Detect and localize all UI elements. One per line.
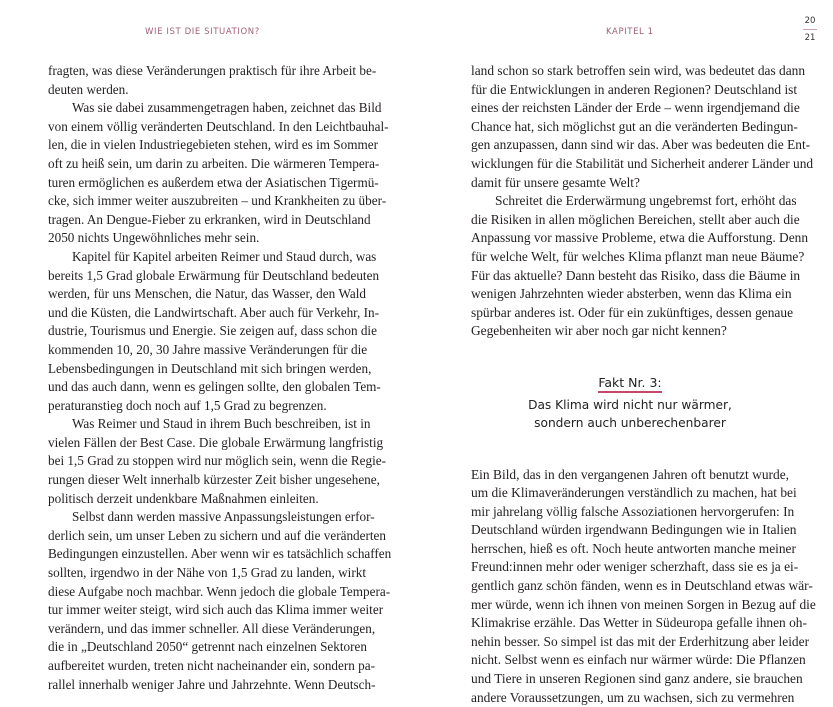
text-line: aufbereitet wurden, treten nicht nacheinander ein, sondern pa- <box>48 657 366 676</box>
text-line: nicht. Selbst wenn es einfach nur wärmer würde: Die Pflanzen <box>471 651 789 670</box>
right-page-body <box>471 62 789 707</box>
text-line: tur immer weiter steigt, wird sich auch das Klima immer weiter <box>48 601 366 620</box>
text-line: cke, sich immer weiter auszubreiten – und Krankheiten zu über- <box>48 192 366 211</box>
page-number-right: 21 <box>801 34 819 43</box>
text-line: Schreitet die Erderwärmung ungebremst fort, erhöht das <box>471 192 789 211</box>
text-line: Freund:innen mehr oder weniger scherzhaft, dass sie es ja ei- <box>471 558 789 577</box>
text-line: mer würde, wenn ich ihnen von meinen Sorgen in Bezug auf die <box>471 596 789 615</box>
fact-subtitle-line-1: Das Klima wird nicht nur wärmer, <box>471 396 789 414</box>
page-number-divider <box>803 29 817 30</box>
text-line: Anpassung vor massive Probleme, etwa die Aufforstung. Denn <box>471 229 789 248</box>
text-line: um die Klimaveränderungen verständlich zu machen, hat bei <box>471 484 789 503</box>
text-line: vielen Fällen der Best Case. Die globale Erwärmung langfristig <box>48 434 366 453</box>
fact-title: Fakt Nr. 3: <box>598 375 661 393</box>
text-line: wicklungen für die Stabilität und Sicherheit anderer Länder und <box>471 155 789 174</box>
page-numbers <box>801 17 819 42</box>
text-line: die in „Deutschland 2050“ getrennt nach einzelnen Sektoren <box>48 638 366 657</box>
text-line: werden, für uns Menschen, die Natur, das Wasser, den Wald <box>48 285 366 304</box>
text-line: peraturanstieg doch noch auf 1,5 Grad zu begrenzen. <box>48 397 366 416</box>
text-line: Was sie dabei zusammengetragen haben, zeichnet das Bild <box>48 99 366 118</box>
text-line: Ein Bild, das in den vergangenen Jahren oft benutzt wurde, <box>471 466 789 485</box>
text-line: turen ermöglichen es außerdem etwa der Asiatischen Tigermü- <box>48 174 366 193</box>
text-line: Bedingungen einzustellen. Aber wenn wir es tatsächlich schaffen <box>48 545 366 564</box>
text-line: verändern, und das immer schneller. All diese Veränderungen, <box>48 620 366 639</box>
text-line: nehin besser. So simpel ist das mit der Erderhitzung aber leider <box>471 633 789 652</box>
text-line: rungen dieser Welt innerhalb kürzester Zeit bisher ungesehene, <box>48 471 366 490</box>
text-line: spürbar anderes ist. Oder für ein zukünftiges, dessen genaue <box>471 304 789 323</box>
text-line: Klimakrise erzähle. Das Wetter in Südeuropa gefalle ihnen oh- <box>471 614 789 633</box>
text-line: politisch derzeit undenkbare Maßnahmen einleiten. <box>48 490 366 509</box>
text-line: von einem völlig veränderten Deutschland. In den Leichtbauhal- <box>48 118 366 137</box>
text-line: und die Küsten, die Landwirtschaft. Aber auch für Verkehr, In- <box>48 304 366 323</box>
text-line: derlich sein, um unser Leben zu sichern und auf die veränderten <box>48 527 366 546</box>
text-line: und Tiere in unseren Regionen sind ganz andere, sie brauchen <box>471 670 789 689</box>
text-line: Selbst dann werden massive Anpassungsleistungen erfor- <box>48 508 366 527</box>
page-number-left: 20 <box>801 17 819 26</box>
text-line: mir jahrelang völlig falsche Assoziationen hervorgerufen: In <box>471 503 789 522</box>
text-line: andere Voraussetzungen, um zu wachsen, sich zu vermehren <box>471 689 789 707</box>
text-line: diese Aufgabe noch machbar. Wenn jedoch die globale Tempera- <box>48 583 366 602</box>
text-line: und das auch dann, wenn es gelingen sollte, den globalen Tem- <box>48 378 366 397</box>
text-line: Gegebenheiten wir aber noch gar nicht kennen? <box>471 322 789 341</box>
text-line: fragten, was diese Veränderungen praktisch für ihre Arbeit be- <box>48 62 366 81</box>
text-line: Für das aktuelle? Dann besteht das Risiko, dass die Bäume in <box>471 267 789 286</box>
text-line: Was Reimer und Staud in ihrem Buch beschreiben, ist in <box>48 415 366 434</box>
text-line: für die Entwicklungen in anderen Regionen? Deutschland ist <box>471 81 789 100</box>
running-head-right: KAPITEL 1 <box>606 27 654 37</box>
text-line: dustrie, Tourismus und Energie. Sie zeigen auf, dass schon die <box>48 322 366 341</box>
text-line: Deutschland würden irgendwann Bedingungen wie in Italien <box>471 521 789 540</box>
text-line: 2050 nichts Ungewöhnliches mehr sein. <box>48 229 366 248</box>
text-line: kommenden 10, 20, 30 Jahre massive Veränderungen für die <box>48 341 366 360</box>
text-line: gentlich ganz schön fänden, wenn es in Deutschland etwas wär- <box>471 577 789 596</box>
fact-callout <box>471 375 789 432</box>
text-line: oft zu heiß sein, um darin zu arbeiten. Die wärmeren Tempera- <box>48 155 366 174</box>
right-page-text-before-fact <box>471 62 789 341</box>
text-line: für welche Welt, für welches Klima pflanzt man neue Bäume? <box>471 248 789 267</box>
text-line: gen anzupassen, dann sind wir das. Aber was bedeuten die Ent- <box>471 136 789 155</box>
text-line: land schon so stark betroffen sein wird, was bedeutet das dann <box>471 62 789 81</box>
text-line: herrschen, hieß es oft. Noch heute antworten manche meiner <box>471 540 789 559</box>
fact-subtitle-line-2: sondern auch unberechenbarer <box>471 414 789 432</box>
right-page-text-after-fact <box>471 466 789 707</box>
running-head-left: WIE IST DIE SITUATION? <box>145 27 260 37</box>
left-page-body <box>48 62 366 694</box>
text-line: Chance hat, sich möglichst gut an die veränderten Bedingun- <box>471 118 789 137</box>
text-line: sollten, irgendwo in der Nähe von 1,5 Grad zu landen, wirkt <box>48 564 366 583</box>
text-line: rallel innerhalb weniger Jahre und Jahrzehnte. Wenn Deutsch- <box>48 676 366 695</box>
text-line: Kapitel für Kapitel arbeiten Reimer und Staud durch, was <box>48 248 366 267</box>
text-line: eines der reichsten Länder der Erde – wenn irgendjemand die <box>471 99 789 118</box>
text-line: bereits 1,5 Grad globale Erwärmung für Deutschland bedeuten <box>48 267 366 286</box>
text-line: die Risiken in allen möglichen Bereichen, stellt aber auch die <box>471 211 789 230</box>
text-line: Lebensbedingungen in Deutschland mit sich bringen werden, <box>48 360 366 379</box>
text-line: wenigen Jahrzehnten wieder absterben, wenn das Klima ein <box>471 285 789 304</box>
text-line: damit für unsere gesamte Welt? <box>471 174 789 193</box>
text-line: bei 1,5 Grad zu stoppen wird nur möglich sein, wenn die Regie- <box>48 452 366 471</box>
text-line: tragen. An Dengue-Fieber zu erkranken, wird in Deutschland <box>48 211 366 230</box>
text-line: deuten werden. <box>48 81 366 100</box>
text-line: len, die in vielen Industriegebieten stehen, wird es im Sommer <box>48 136 366 155</box>
